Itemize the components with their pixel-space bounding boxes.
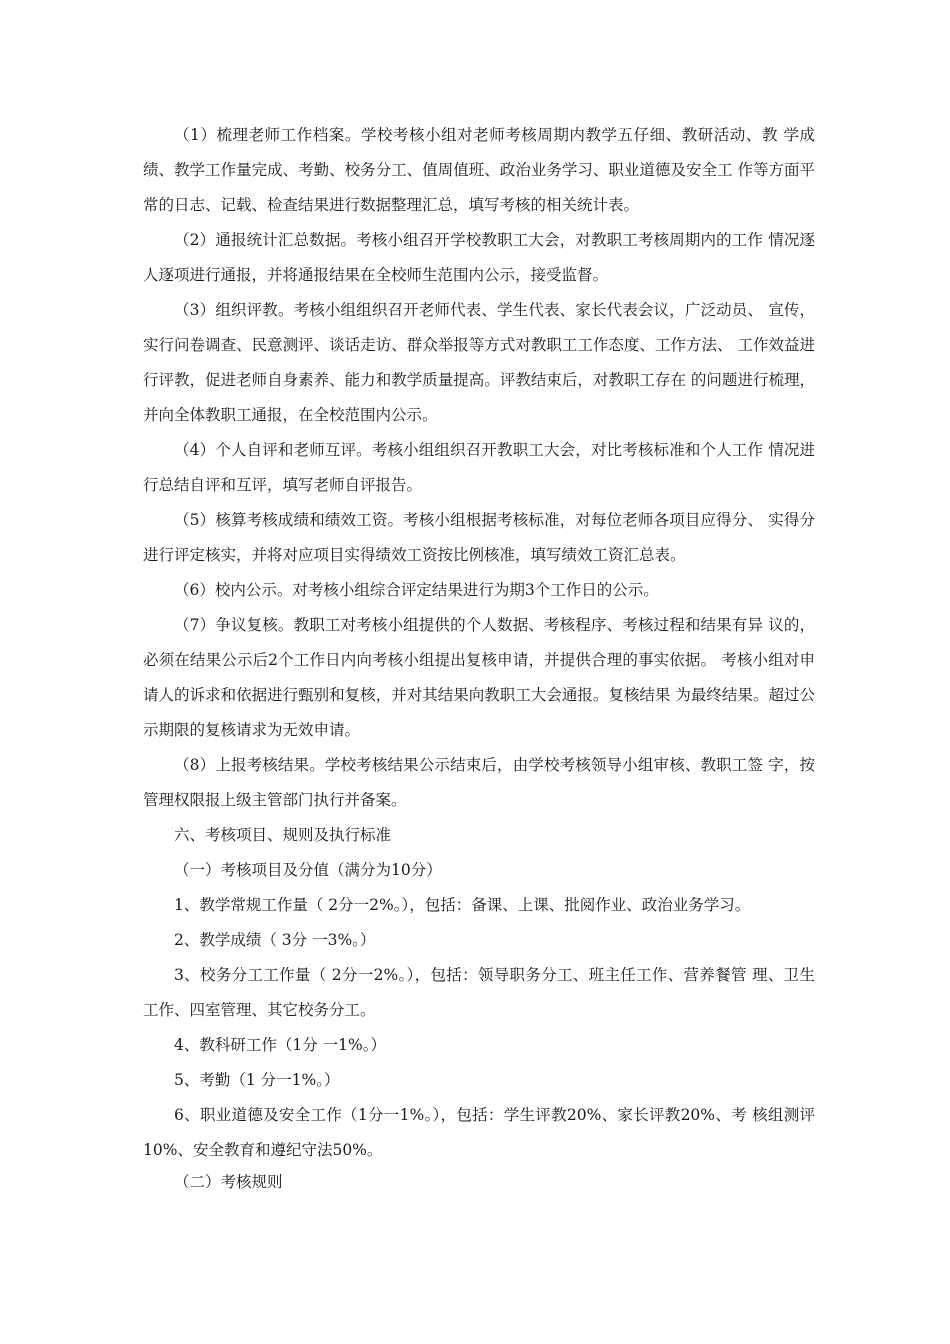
paragraph-2: （2）通报统计汇总数据。考核小组召开学校教职工大会，对教职工考核周期内的工作 情况逐人逐项进行通报，并将通报结果在全校师生范围内公示，接受监督。 <box>143 231 815 284</box>
paragraph-8: （8）上报考核结果。学校考核结果公示结束后，由学校考核领导小组审核、教职工签 字，按管理权限报上级主管部门执行并备案。 <box>143 756 815 809</box>
paragraph-1: （1）梳理老师工作档案。学校考核小组对老师考核周期内教学五仔细、教研活动、教 学成绩、教学工作量完成、考勤、校务分工、值周值班、政治业务学习、职业道德及安全工 作等方面平常的日志、记载、检查结果进行数据整理汇总，填写考核的相关统计表。 <box>143 126 815 214</box>
paragraph-7: （7）争议复核。教职工对考核小组提供的个人数据、考核程序、考核过程和结果有异 议的，必须在结果公示后2个工作日内向考核小组提出复核申请，并提供合理的事实依据。 考核小组对申请人的诉求和依据进行甄别和复核，并对其结果向教职工大会通报。复核结果 为最终结果。超过公示期限的复核请求为无效申请。 <box>143 616 815 739</box>
paragraph-4: （4）个人自评和老师互评。考核小组组织召开教职工大会，对比考核标准和个人工作 情况进行总结自评和互评，填写老师自评报告。 <box>143 441 815 494</box>
paragraph-5: （5）核算考核成绩和绩效工资。考核小组根据考核标准，对每位老师各项目应得分、 实得分进行评定核实，并将对应项目实得绩效工资按比例核准，填写绩效工资汇总表。 <box>143 511 815 564</box>
list-item-1: 1、教学常规工作量（ 2分一2%。），包括：备课、上课、批阅作业、政治业务学习。 <box>174 896 751 914</box>
subsection-heading-1: （一）考核项目及分值（满分为10分） <box>174 861 442 879</box>
list-item-2: 2、教学成绩（ 3分 一3%。） <box>174 931 376 949</box>
list-item-5: 5、考勤（1 分一1%。） <box>174 1071 340 1089</box>
section-heading-6: 六、考核项目、规则及执行标准 <box>174 826 392 844</box>
paragraph-3: （3）组织评教。考核小组组织召开老师代表、学生代表、家长代表会议，广泛动员、 宣传，实行问卷调查、民意测评、谈话走访、群众举报等方式对教职工工作态度、工作方法、 工作效益进行评教，促进老师自身素养、能力和教学质量提高。评教结束后，对教职工存在 的问题进行梳理，并向全体教职工通报，在全校范围内公示。 <box>143 301 815 424</box>
list-item-6: 6、职业道德及安全工作（1分一1%。），包括：学生评教20%、家长评教20%、考 核组测评10%、安全教育和遵纪守法50%。 <box>143 1106 815 1159</box>
list-item-3: 3、校务分工工作量（ 2分一2%。），包括：领导职务分工、班主任工作、营养餐管 理、卫生工作、四室管理、其它校务分工。 <box>143 966 815 1019</box>
paragraph-6: （6）校内公示。对考核小组综合评定结果进行为期3个工作日的公示。 <box>174 581 659 599</box>
subsection-heading-2: （二）考核规则 <box>174 1173 283 1191</box>
document-body <box>143 118 815 1196</box>
list-item-4: 4、教科研工作（1分 一1%。） <box>174 1036 386 1054</box>
